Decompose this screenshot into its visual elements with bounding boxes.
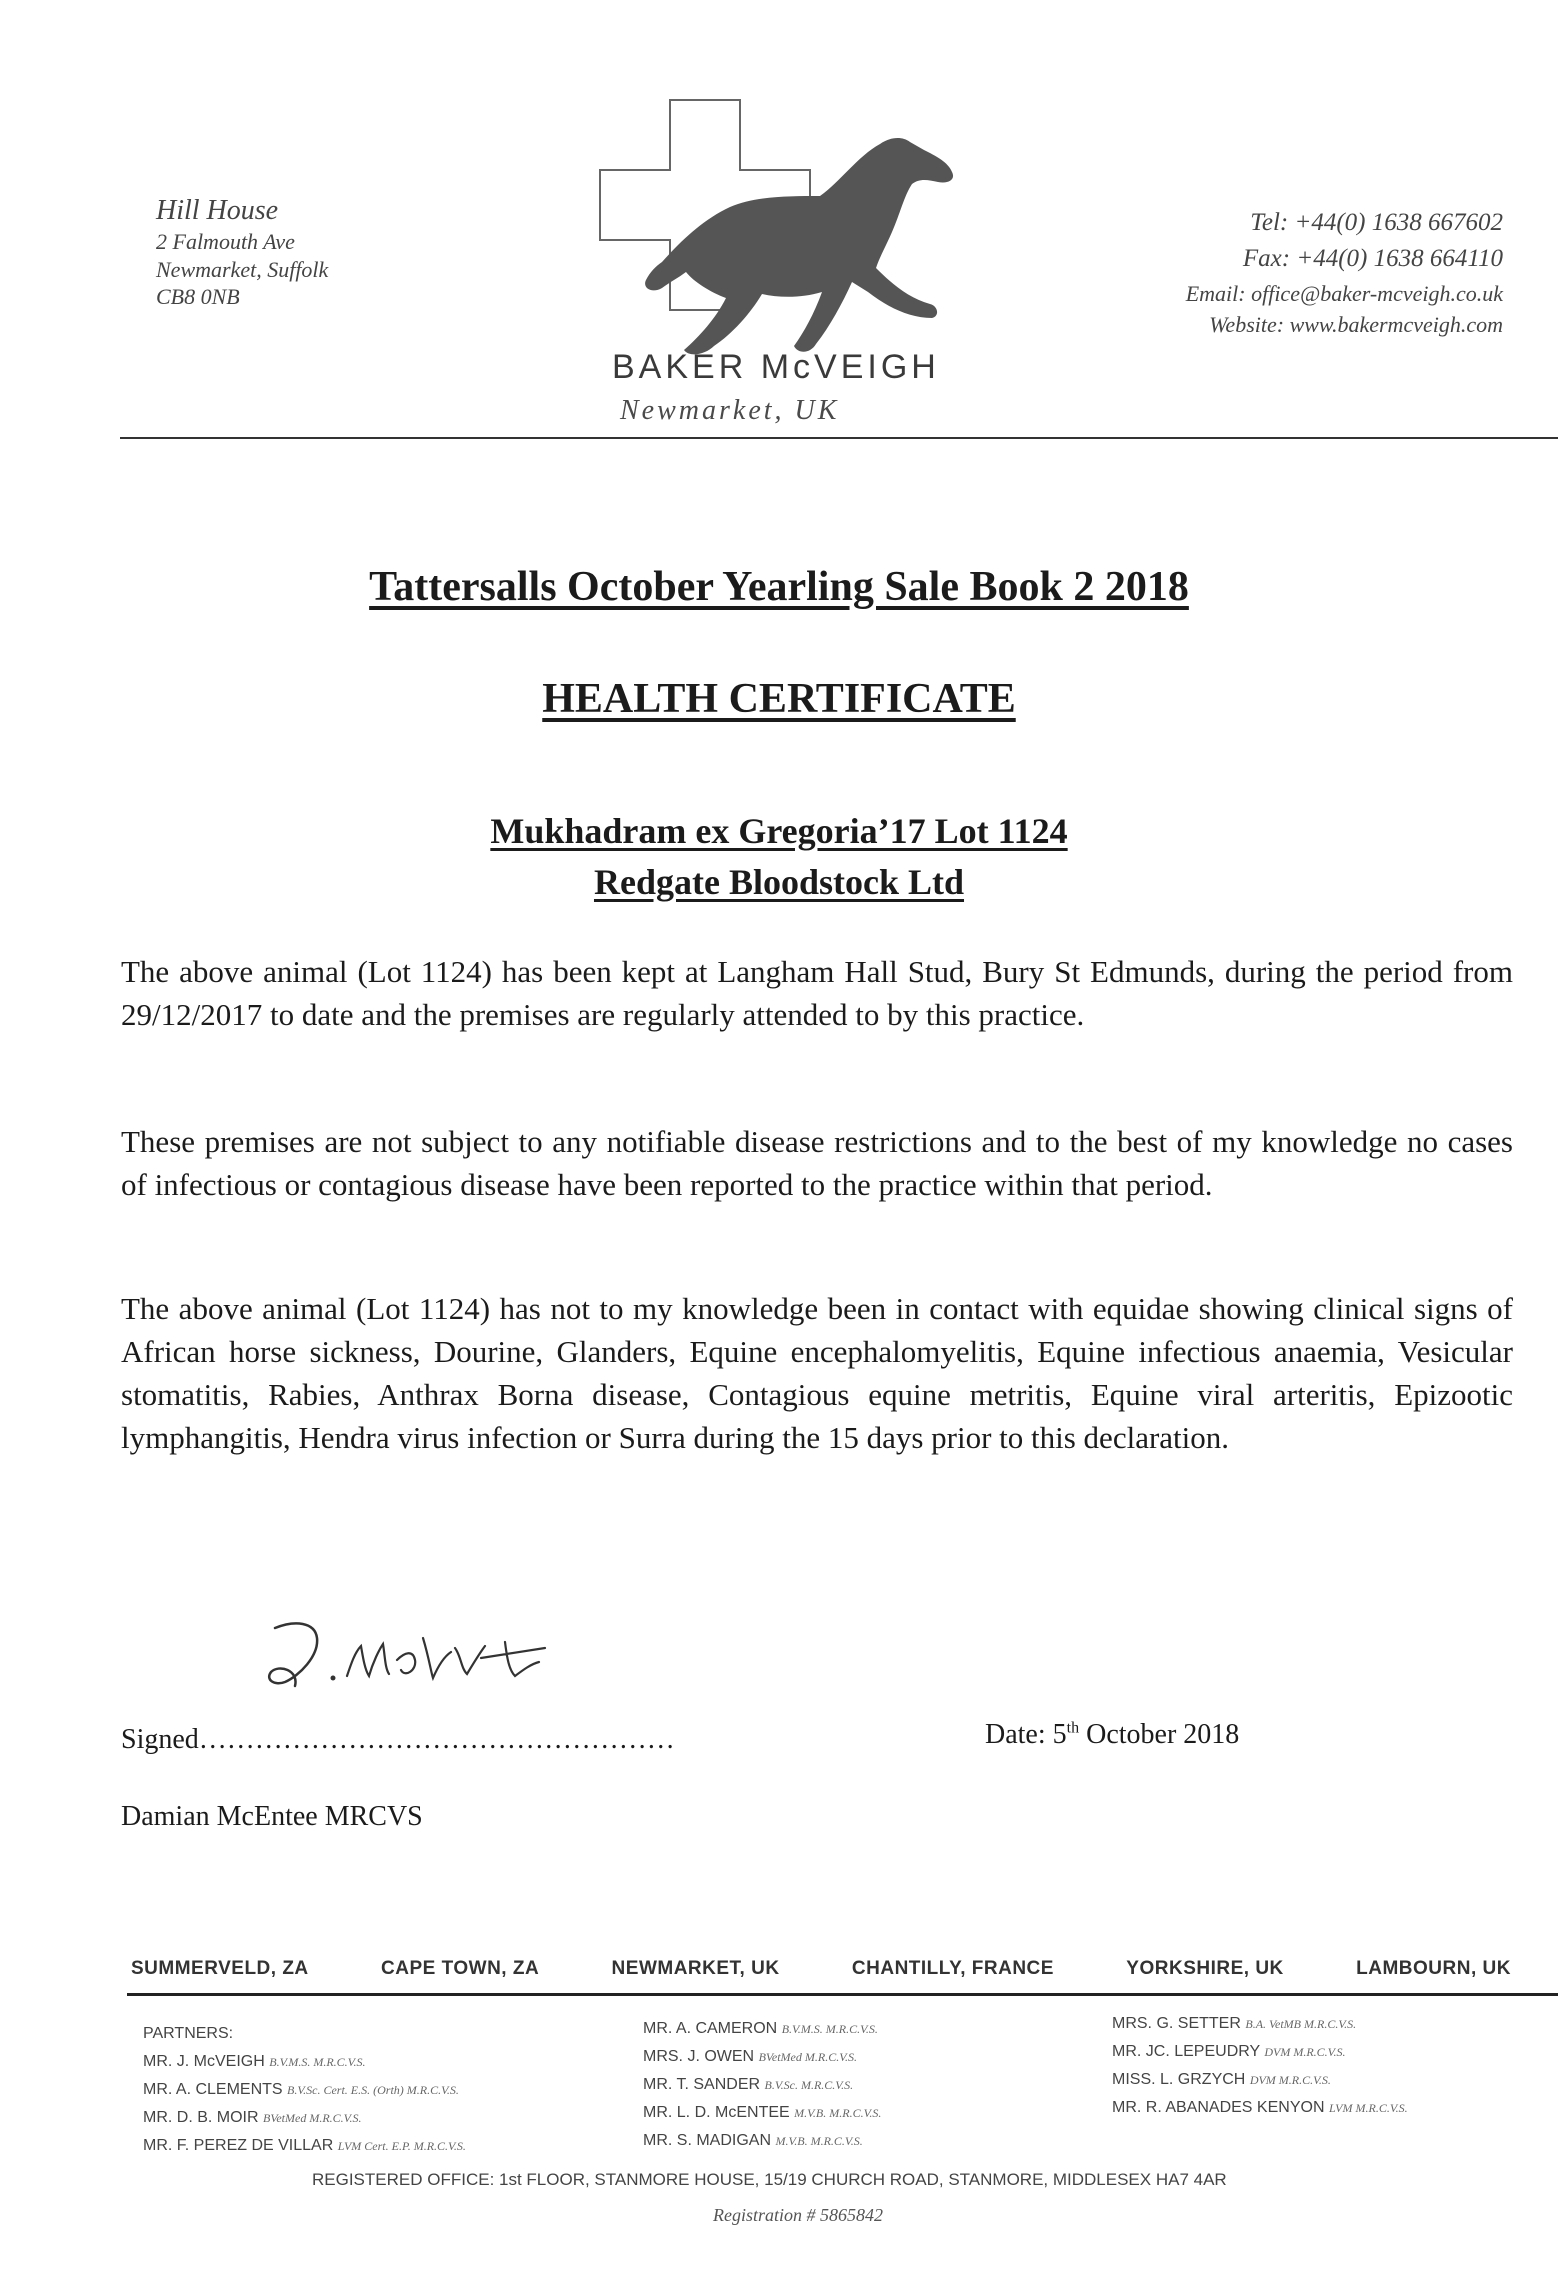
paragraph-contact-declaration: The above animal (Lot 1124) has not to my knowledge been in contact with equidae showing clinical signs of African horse sickness, Dourine, Glanders, Equine encephalomyelitis, Equine infectious anaemia, Vesicular stomatitis, Rabies, Anthrax Borna disease, Contagious equine metritis, Equine viral arteritis, Epizootic lymphangitis, Hendra virus infection or Surra during the 15 days prior to this declaration. [121,1291,1513,1455]
partner-entry [1112,2094,1408,2122]
partner-entry [643,2127,881,2155]
partner-quals: M.V.B. M.R.C.V.S. [775,2134,863,2148]
footer-divider [127,1993,1558,1996]
practice-address [156,193,328,311]
partner-entry [143,2048,466,2076]
address-line: Newmarket, Suffolk [156,256,329,282]
partners-column-1 [143,2020,466,2160]
partner-name: MR. L. D. McENTEE [643,2104,790,2121]
partner-quals: B.V.Sc. M.R.C.V.S. [764,2078,854,2092]
website: Website: www.bakermcveigh.com [1209,312,1503,338]
partner-quals: LVM M.R.C.V.S. [1328,2101,1408,2115]
date-ordinal: th [1066,1719,1080,1737]
location: CHANTILLY, FRANCE [851,1958,1054,1979]
lot-subject: Mukhadram ex Gregoria’17 Lot 1124 [490,811,1068,851]
header-divider [120,437,1558,439]
partner-name: MR. A. CAMERON [643,2020,778,2037]
date-day: Date: 5 [985,1719,1067,1750]
partner-name: MISS. L. GRZYCH [1112,2071,1246,2088]
partner-name: MR. A. CLEMENTS [143,2081,283,2098]
signer-name: Damian McEntee MRCVS [121,1801,423,1832]
partner-name: MR. R. ABANADES KENYON [1112,2099,1325,2116]
partner-quals: DVM M.R.C.V.S. [1249,2073,1331,2087]
partner-entry [143,2104,466,2132]
location: YORKSHIRE, UK [1126,1958,1284,1979]
partner-entry [1112,2066,1408,2094]
partner-quals: B.A. VetMB M.R.C.V.S. [1245,2017,1357,2031]
fax: Fax: +44(0) 1638 664110 [1242,245,1503,273]
registered-office: REGISTERED OFFICE: 1st FLOOR, STANMORE HOUSE, 15/19 CHURCH ROAD, STANMORE, MIDDLESEX HA7 4AR [312,2170,1227,2189]
partner-quals: B.V.M.S. M.R.C.V.S. [269,2055,366,2069]
partners-column-2 [643,2015,881,2155]
partner-quals: M.V.B. M.R.C.V.S. [794,2106,882,2120]
partner-name: MR. F. PEREZ DE VILLAR [143,2137,334,2154]
signed-line: Signed…………………………………………… [121,1724,675,1755]
partners-column-3 [1112,2010,1408,2122]
location: CAPE TOWN, ZA [381,1958,540,1979]
partner-name: MR. S. MADIGAN [643,2132,772,2149]
partner-entry [1112,2038,1408,2066]
partner-entry [1112,2010,1408,2038]
registration-number: Registration # 5865842 [713,2205,883,2225]
partner-name: MR. D. B. MOIR [143,2109,259,2126]
paragraph-premises: The above animal (Lot 1124) has been kept at Langham Hall Stud, Bury St Edmunds, during the period from 29/12/2017 to date and the premises are regularly attended to by this practice. [121,954,1513,1032]
address-line: Hill House [156,195,279,226]
logo-text: BAKER McVEIGH [612,348,940,386]
partner-entry [143,2076,466,2104]
office-locations [131,1958,1511,1980]
partner-quals: LVM Cert. E.P. M.R.C.V.S. [337,2139,466,2153]
partner-quals: B.V.M.S. M.R.C.V.S. [781,2022,878,2036]
email: Email: office@baker-mcveigh.co.uk [1185,280,1503,306]
partner-entry [143,2132,466,2160]
sale-title: Tattersalls October Yearling Sale Book 2 2018 [369,564,1189,610]
partner-entry [643,2071,881,2099]
location: LAMBOURN, UK [1356,1958,1511,1979]
signature-date [985,1719,1239,1751]
partner-name: MR. T. SANDER [643,2076,761,2093]
partner-quals: B.V.Sc. Cert. E.S. (Orth) M.R.C.V.S. [287,2083,459,2097]
partner-entry [643,2099,881,2127]
location: NEWMARKET, UK [611,1958,780,1979]
location: SUMMERVELD, ZA [131,1958,309,1979]
contact-details [1186,205,1503,341]
partner-quals: BVetMed M.R.C.V.S. [758,2050,857,2064]
address-line: 2 Falmouth Ave [156,229,295,254]
owner-name: Redgate Bloodstock Ltd [593,862,965,902]
partner-quals: BVetMed M.R.C.V.S. [263,2111,362,2125]
partner-quals: DVM M.R.C.V.S. [1264,2045,1346,2059]
partner-name: MRS. J. OWEN [643,2048,755,2065]
certificate-heading: HEALTH CERTIFICATE [542,676,1016,722]
partner-entry [643,2043,881,2071]
address-line: CB8 0NB [156,284,240,309]
partner-name: MR. JC. LEPEUDRY [1112,2043,1260,2060]
telephone: Tel: +44(0) 1638 667602 [1250,209,1503,236]
handwritten-signature [255,1598,575,1708]
partner-name: MRS. G. SETTER [1112,2015,1241,2032]
partners-label: PARTNERS: [143,2025,234,2042]
logo-subtext: Newmarket, UK [620,395,840,426]
partner-name: MR. J. McVEIGH [143,2053,265,2070]
partner-entry [643,2015,881,2043]
paragraph-restrictions: These premises are not subject to any notifiable disease restrictions and to the best of my knowledge no cases of infectious or contagious disease have been reported to the practice within that period. [121,1124,1513,1202]
date-month-year: October 2018 [1079,1719,1240,1750]
